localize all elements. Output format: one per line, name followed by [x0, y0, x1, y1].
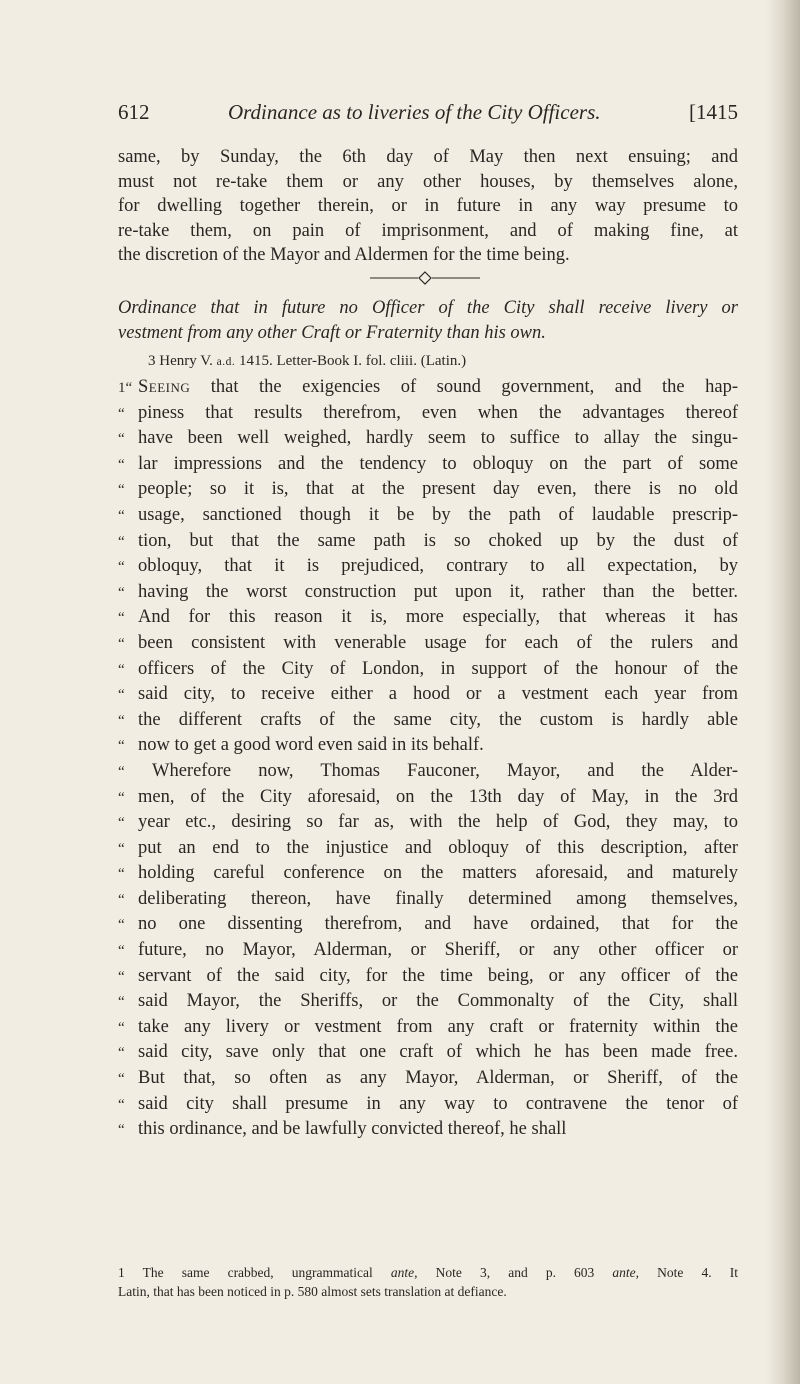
body-line-text: year etc., desiring so far as, with the help of God, they may, to [138, 812, 738, 833]
page-number: 612 [118, 100, 150, 124]
running-head [118, 100, 738, 130]
page-edge-shadow [766, 0, 800, 1384]
body-line [118, 912, 738, 938]
ordinance-title-line: Ordinance that in future no Officer of the City shall receive livery or [118, 298, 738, 318]
body-line-text: having the worst construction put upon it, rather than the better. [138, 581, 738, 602]
quote-mark: “ [118, 994, 125, 1011]
body-line-text: Wherefore now, Thomas Fauconer, Mayor, and the Alder- [152, 760, 738, 781]
citation [148, 351, 708, 372]
body-line-text: said Mayor, the Sheriffs, or the Commonalty of the City, shall [138, 991, 738, 1012]
citation-prefix: 3 Henry V. [148, 353, 217, 369]
quote-mark: “ [118, 482, 125, 499]
body-line [118, 682, 738, 708]
quote-mark: “ [118, 866, 125, 883]
body-line-text: said city, to receive either a hood or a vestment each year from [138, 684, 738, 705]
quote-mark: “ [118, 687, 125, 704]
body-line-text: have been well weighed, hardly seem to suffice to allay the singu- [138, 428, 738, 449]
body-line-text: put an end to the injustice and obloquy of this description, after [138, 837, 738, 858]
footnote-text-b: Note 3, and p. 603 [417, 1265, 613, 1280]
body-line-text: this ordinance, and be lawfully convicted thereof, he shall [138, 1119, 567, 1140]
quote-mark: “ [118, 431, 125, 448]
body-line [118, 938, 738, 964]
body-line-text: And for this reason it is, more especially, that whereas it has [138, 607, 738, 628]
body-line [118, 785, 738, 811]
body-line-text: servant of the said city, for the time being, or any officer of the [138, 965, 738, 986]
quote-mark: “ [118, 456, 125, 473]
body-line [118, 810, 738, 836]
quote-mark: “ [118, 789, 125, 806]
body-line [118, 759, 738, 785]
body-line-text: people; so it is, that at the present day even, there is no old [138, 479, 738, 500]
body-line-text: tion, but that the same path is so choked up by the dust of [138, 530, 738, 551]
running-year: [1415 [689, 100, 738, 124]
body-line-text: But that, so often as any Mayor, Alderman, or Sheriff, of the [138, 1068, 738, 1089]
quote-mark: “ [118, 661, 125, 678]
body-line [118, 375, 738, 401]
quote-mark: “ [118, 533, 125, 550]
quote-mark: “ [118, 712, 125, 729]
footnote-ante-2: ante, [612, 1265, 640, 1280]
quote-mark: “ [118, 635, 125, 652]
body-line [118, 401, 738, 427]
body-line-text: piness that results therefrom, even when the advantages thereof [138, 402, 738, 423]
opening-line: must not re-take them or any other houses, by themselves alone, [118, 171, 738, 192]
body-line [118, 477, 738, 503]
footnote-text-c: Note 4. It [639, 1265, 739, 1280]
opening-line: the discretion of the Mayor and Aldermen for the time being. [118, 245, 570, 266]
body-line-text: future, no Mayor, Alderman, or Sheriff, or any other officer or [138, 940, 738, 961]
body-line-text: usage, sanctioned though it be by the path of laudable prescrip- [138, 504, 738, 525]
body-line [118, 1092, 738, 1118]
quote-mark: “ [118, 840, 125, 857]
quote-mark: “ [118, 405, 125, 422]
quote-mark: “ [118, 1071, 125, 1088]
footnote [118, 1263, 738, 1301]
body-line [118, 708, 738, 734]
quote-mark: 1“ [118, 380, 133, 396]
body-line [118, 887, 738, 913]
quote-mark: “ [118, 943, 125, 960]
running-title: Ordinance as to liveries of the City Officers. [228, 100, 601, 124]
body-line-text: now to get a good word even said in its behalf. [138, 735, 484, 756]
quote-mark: “ [118, 1122, 125, 1139]
body-line-text: take any livery or vestment from any craft or fraternity within the [138, 1016, 738, 1037]
quote-mark: “ [118, 507, 125, 524]
quote-mark: “ [118, 738, 125, 755]
body-line-text: obloquy, that it is prejudiced, contrary to all expectation, by [138, 556, 738, 577]
body-line-text: said city, save only that one craft of which he has been made free. [138, 1042, 738, 1063]
quote-mark: “ [118, 763, 125, 780]
body-line [118, 580, 738, 606]
body-line [118, 861, 738, 887]
body-line-text: lar impressions and the tendency to obloquy on the part of some [138, 453, 738, 474]
body-line [118, 631, 738, 657]
body-line [118, 1117, 738, 1143]
body-line-text: deliberating thereon, have finally determined among themselves, [138, 888, 738, 909]
opening-line: re-take them, on pain of imprisonment, and of making fine, at [118, 220, 738, 241]
quote-mark: “ [118, 610, 125, 627]
body-line [118, 1040, 738, 1066]
opening-line: for dwelling together therein, or in future in any way presume to [118, 196, 738, 217]
body-line [118, 964, 738, 990]
section-divider [370, 271, 480, 285]
body-line-text: said city shall presume in any way to contravene the tenor of [138, 1093, 738, 1114]
body-line [118, 657, 738, 683]
citation-era: a.d. [216, 356, 236, 368]
body-line [118, 452, 738, 478]
body-line [118, 1015, 738, 1041]
quote-mark: “ [118, 815, 125, 832]
quote-mark: “ [118, 1019, 125, 1036]
footnote-text-a: 1 The same crabbed, ungrammatical [118, 1265, 391, 1280]
body-line-text: Seeing that the exigencies of sound government, and the hap- [138, 377, 738, 397]
body-line-text: been consistent with venerable usage for each of the rulers and [138, 632, 738, 653]
opening-paragraph [118, 145, 738, 268]
opening-line: same, by Sunday, the 6th day of May then next ensuing; and [118, 147, 738, 167]
ordinance-title [118, 296, 738, 345]
footnote-line-1 [118, 1263, 738, 1282]
body-line [118, 836, 738, 862]
body-line [118, 989, 738, 1015]
quote-mark: “ [118, 1045, 125, 1062]
initial-word: Seeing [138, 377, 191, 397]
body-line-text: holding careful conference on the matters aforesaid, and maturely [138, 863, 738, 884]
body-line [118, 1066, 738, 1092]
body-line [118, 554, 738, 580]
body-line-text: men, of the City aforesaid, on the 13th day of May, in the 3rd [138, 786, 738, 807]
body-line-text: officers of the City of London, in support of the honour of the [138, 658, 738, 679]
body-line [118, 503, 738, 529]
footnote-ante-1: ante, [390, 1265, 418, 1280]
footnote-line-2: Latin, that has been noticed in p. 580 almost sets translation at defiance. [118, 1284, 507, 1299]
ordinance-body [118, 375, 738, 1143]
quote-mark: “ [118, 891, 125, 908]
quote-mark: “ [118, 917, 125, 934]
quote-mark: “ [118, 1096, 125, 1113]
ordinance-title-line: vestment from any other Craft or Fraternity than his own. [118, 322, 546, 343]
citation-rest: 1415. Letter-Book I. fol. cliii. (Latin.) [235, 353, 467, 369]
body-line [118, 529, 738, 555]
body-line [118, 605, 738, 631]
body-line-text: the different crafts of the same city, the custom is hardly able [138, 709, 738, 730]
quote-mark: “ [118, 559, 125, 576]
body-line [118, 426, 738, 452]
body-line-text: no one dissenting therefrom, and have ordained, that for the [138, 914, 738, 935]
body-line [118, 733, 738, 759]
quote-mark: “ [118, 584, 125, 601]
quote-mark: “ [118, 968, 125, 985]
